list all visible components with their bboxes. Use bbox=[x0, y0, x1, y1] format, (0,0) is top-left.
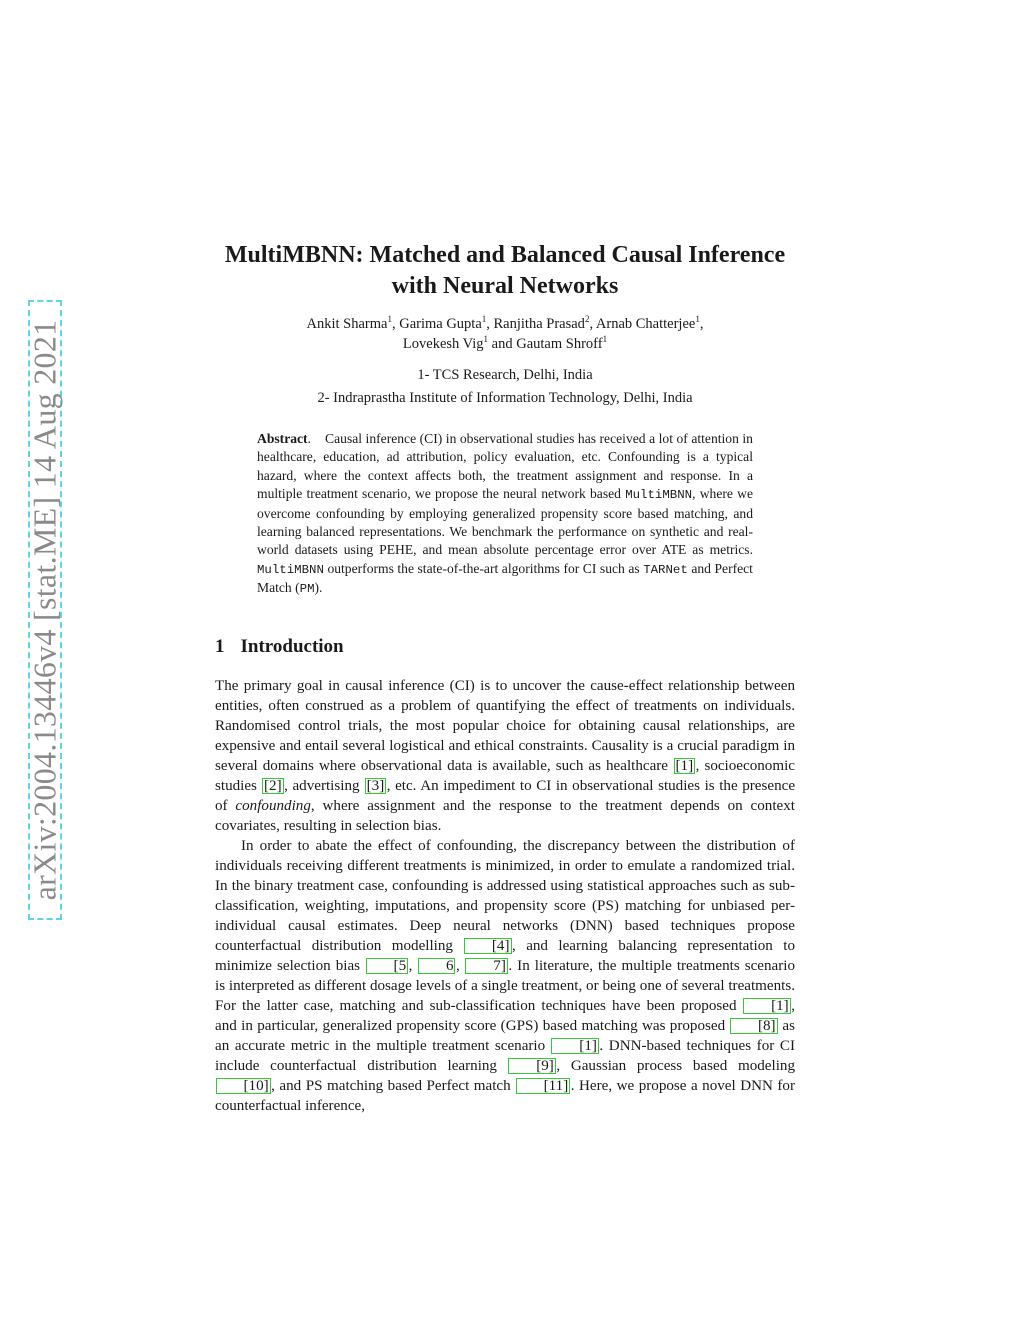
abstract-text: outperforms the state-of-the-art algorithms for CI such as bbox=[327, 560, 640, 576]
citation-link[interactable]: [1] bbox=[551, 1038, 599, 1054]
author-affiliation-mark: 1 bbox=[481, 314, 487, 325]
citation-link[interactable]: [3] bbox=[366, 778, 385, 794]
author-name: Arnab Chatterjee bbox=[595, 316, 696, 332]
author-affiliation-mark: 1 bbox=[602, 334, 608, 345]
abstract-text: and Perfect Match ( bbox=[257, 560, 753, 596]
paragraph-text: . DNN-based techniques for CI include counterfactual distribution learning bbox=[215, 1038, 795, 1074]
citation-link[interactable]: [9] bbox=[508, 1058, 556, 1074]
citation-link[interactable]: [8] bbox=[730, 1018, 778, 1034]
arxiv-stamp[interactable]: arXiv:2004.13446v4 [stat.ME] 14 Aug 2021 bbox=[26, 319, 63, 901]
abstract-text: Causal inference (CI) in observational studies has received a lot of attention in healthcare, education, ad attribution, policy evaluation, etc. Confounding is a typical hazard, where the context affects both, the treatment assignment and response. In a multiple treatment scenario, we propose the neural network based bbox=[257, 431, 753, 502]
paragraph-text: , Gaussian process based modeling bbox=[556, 1058, 795, 1074]
section-heading bbox=[215, 636, 344, 658]
author-affiliation-mark: 1 bbox=[387, 314, 392, 325]
paragraph-text: , where assignment and the response to the treatment depends on context covariates, resulting in selection bias. bbox=[215, 798, 795, 834]
paragraph-text: . Here, we propose a novel DNN for counterfactual inference, bbox=[215, 1078, 795, 1114]
introduction-body bbox=[215, 676, 795, 1116]
citation-link[interactable]: [5 bbox=[366, 958, 409, 974]
abstract-text: , where we overcome confounding by employing generalized propensity score based matching, and learning balanced representations. We benchmark the performance on synthetic and real-world datasets using PEHE, and mean absolute percentage error over ATE as metrics. bbox=[257, 486, 753, 558]
section-number: 1 bbox=[215, 636, 225, 657]
paragraph bbox=[215, 836, 795, 1116]
author-name: Ranjitha Prasad bbox=[493, 316, 585, 332]
paragraph-text: , bbox=[408, 958, 418, 974]
paragraph-text: , socioeconomic studies bbox=[215, 758, 795, 794]
paragraph-text: , and PS matching based Perfect match bbox=[271, 1078, 516, 1094]
author-affiliation-mark: 1 bbox=[695, 314, 700, 325]
abstract-text: ). bbox=[314, 580, 323, 596]
baseline-name: PM bbox=[299, 582, 315, 597]
citation-link[interactable]: 7] bbox=[465, 958, 508, 974]
author-name: Garima Gupta bbox=[399, 316, 482, 332]
emphasis-text: confounding bbox=[235, 798, 311, 814]
paragraph-text: In order to abate the effect of confounding, the discrepancy between the distribution of individuals receiving different treatments is minimized, in order to emulate a randomized trial. In the binary treatment case, confounding is addressed using statistical approaches such as sub-classification, weighting, imputations, and propensity score (PS) matching for unbiased per-individual causal estimates. Deep neural networks (DNN) based techniques propose counterfactual distribution modelling bbox=[215, 838, 795, 954]
paragraph-text: , and in particular, generalized propensity score (GPS) based matching was proposed bbox=[215, 998, 795, 1034]
abstract-label: Abstract bbox=[257, 431, 308, 446]
citation-link[interactable]: 6 bbox=[418, 958, 456, 974]
author-list: Ankit Sharma$^1$, Garima Gupta$^1$, Ranjitha Prasad$^2$, Arnab Chatterjee$^1$, Lovekesh Vig$^1$ and Gautam Shroff$^1$ bbox=[306, 314, 704, 352]
section-title: Introduction bbox=[240, 636, 344, 657]
baseline-name: TARNet bbox=[643, 562, 688, 577]
citation-link[interactable]: [1] bbox=[743, 998, 791, 1014]
paper-title: MultiMBNN: Matched and Balanced Causal Inference with Neural Networks bbox=[224, 242, 786, 299]
paragraph-text: , bbox=[455, 958, 465, 974]
author-name: Gautam Shroff bbox=[516, 336, 603, 352]
citation-link[interactable]: [1] bbox=[675, 758, 694, 774]
paragraph-text: as an accurate metric in the multiple treatment scenario bbox=[215, 1018, 795, 1054]
author-name: Ankit Sharma bbox=[306, 316, 388, 332]
paragraph-text: , and learning balancing representation to minimize selection bias bbox=[215, 938, 796, 974]
citation-link[interactable]: [2] bbox=[264, 778, 282, 794]
author-name: Lovekesh Vig bbox=[402, 336, 484, 352]
citation-link[interactable]: [4] bbox=[464, 938, 512, 954]
paragraph bbox=[215, 676, 795, 836]
author-affiliation-mark: 1 bbox=[483, 334, 489, 345]
abstract: Abstract. Causal inference (CI) in observational studies has received a lot of attention in healthcare, education, ad attribution, policy evaluation, etc. Confounding is a typical hazard, where the context affects both, the treatment assignment and response. In a multiple treatment scenario, we propose the neural network based MultiMBNN, where we overcome confounding by employing generalized propensity score based matching, and learning balanced representations. We benchmark the performance on synthetic and real-world datasets using PEHE, and mean absolute percentage error over ATE as metrics. MultiMBNN outperforms the state-of-the-art algorithms for CI such as TARNet and Perfect Match (PM). bbox=[257, 431, 753, 597]
paragraph-text: . In literature, the multiple treatments scenario is interpreted as different dosage levels of a single treatment, or being one of several treatments. For the latter case, matching and sub-classification techniques have been proposed bbox=[215, 958, 796, 1014]
paragraph-text: , advertising bbox=[284, 778, 365, 794]
author-affiliation-mark: 2 bbox=[584, 314, 590, 325]
citation-link[interactable]: [11] bbox=[516, 1078, 571, 1094]
model-name: MultiMBNN bbox=[257, 562, 324, 577]
paragraph-text: The primary goal in causal inference (CI) is to uncover the cause-effect relationship between entities, often construed as a problem of quantifying the effect of treatments on individuals. Randomised control trials, the most popular choice for obtaining causal relationships, are expensive and entail several logistical and ethical constraints. Causality is a crucial paradigm in several domains where observational data is available, such as healthcare bbox=[215, 678, 795, 774]
model-name: MultiMBNN bbox=[625, 488, 693, 503]
citation-link[interactable]: [10] bbox=[216, 1078, 271, 1094]
paragraph-text: , etc. An impediment to CI in observational studies is the presence of bbox=[215, 778, 796, 814]
affiliation-2: 2- Indraprastha Institute of Information Technology, Delhi, India bbox=[317, 390, 693, 406]
affiliation-1: 1- TCS Research, Delhi, India bbox=[417, 367, 593, 383]
